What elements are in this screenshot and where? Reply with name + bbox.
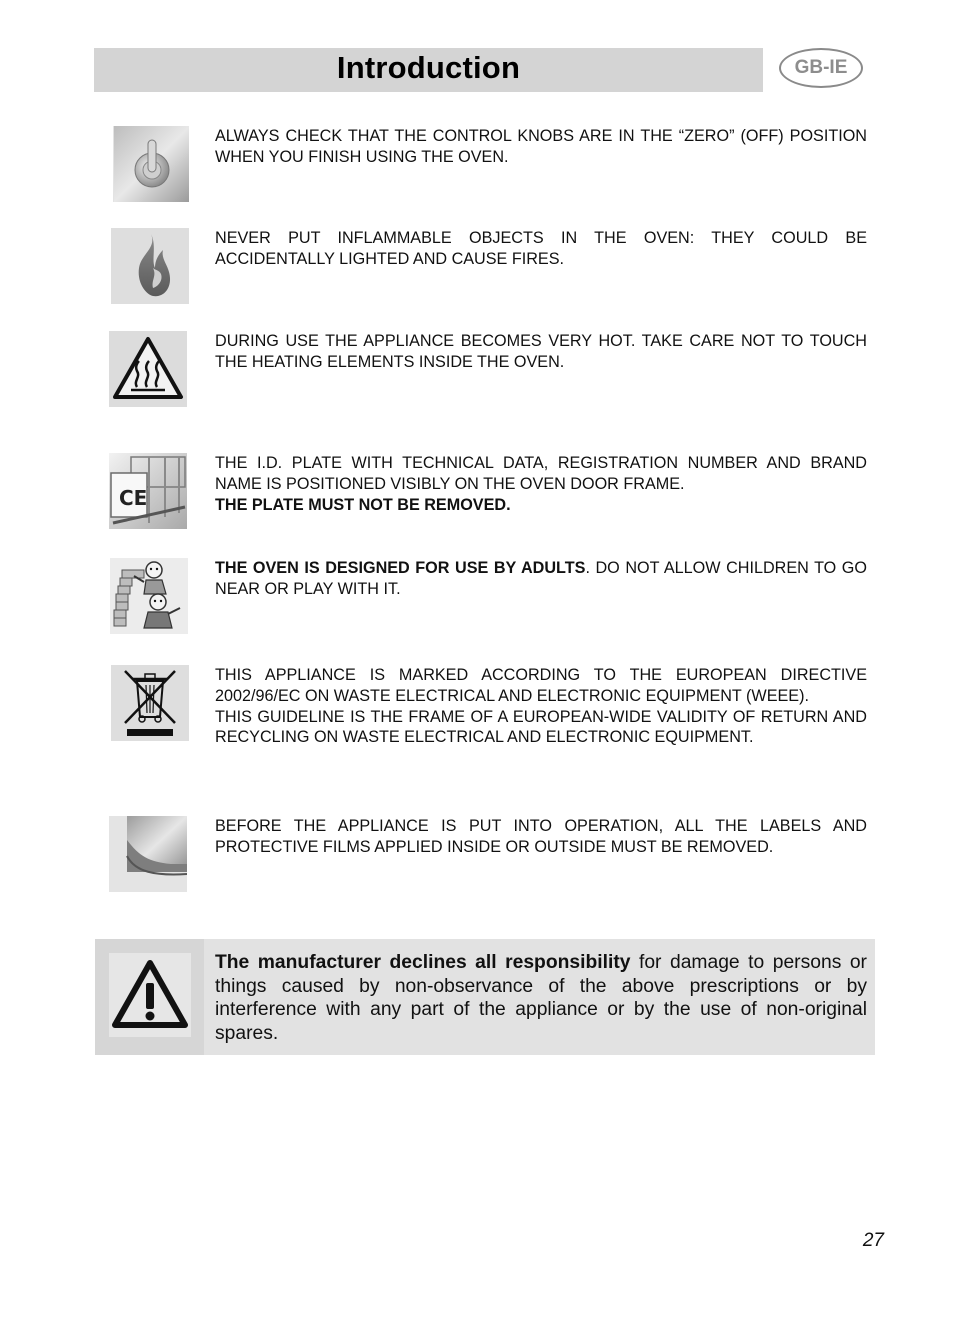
safety-text	[215, 665, 867, 748]
svg-text:CE: CE	[119, 486, 148, 510]
warning-text	[215, 951, 867, 1045]
exclamation-triangle-icon	[109, 953, 191, 1037]
warning-body: for damage to persons or things caused by non-observance of the above prescriptions or by interference with any part of the appliance or by the use of non-original spares.	[215, 952, 867, 1044]
safety-text	[215, 558, 867, 600]
item-text: NEVER PUT INFLAMMABLE OBJECTS IN THE OVEN: THEY COULD BE ACCIDENTALLY LIGHTED AND CAUSE FIRES.	[215, 229, 867, 268]
flame-icon	[111, 228, 189, 304]
item-text: BEFORE THE APPLIANCE IS PUT INTO OPERATION, ALL THE LABELS AND PROTECTIVE FILMS APPLIED INSIDE OR OUTSIDE MUST BE REMOVED.	[215, 817, 867, 856]
item-text: DURING USE THE APPLIANCE BECOMES VERY HOT. TAKE CARE NOT TO TOUCH THE HEATING ELEMENTS INSIDE THE OVEN.	[215, 332, 867, 371]
hot-surface-warning-icon	[109, 331, 187, 407]
safety-text	[215, 816, 867, 858]
item-text: ALWAYS CHECK THAT THE CONTROL KNOBS ARE IN THE “ZERO” (OFF) POSITION WHEN YOU FINISH USING THE OVEN.	[215, 127, 867, 166]
safety-text	[215, 126, 867, 168]
item-bold-text: THE PLATE MUST NOT BE REMOVED.	[215, 495, 511, 514]
page-title: Introduction	[336, 50, 521, 85]
language-badge: GB-IE	[779, 48, 863, 88]
item-text-2: THIS GUIDELINE IS THE FRAME OF A EUROPEAN-WIDE VALIDITY OF RETURN AND RECYCLING ON WASTE ELECTRICAL AND ELECTRONIC EQUIPMENT.	[215, 707, 867, 747]
safety-text	[215, 331, 867, 373]
warning-bold-lead: The manufacturer declines all responsibility	[215, 952, 631, 973]
item-text: . DO NOT ALLOW CHILDREN TO GO NEAR OR PLAY WITH IT.	[215, 559, 867, 598]
warning-icon-cell	[95, 939, 204, 1055]
weee-crossed-bin-icon	[111, 665, 189, 741]
safety-text	[215, 453, 867, 515]
id-plate-ce-icon	[109, 453, 187, 529]
protective-film-icon	[109, 816, 187, 892]
item-text: THIS APPLIANCE IS MARKED ACCORDING TO THE EUROPEAN DIRECTIVE 2002/96/EC ON WASTE ELECTRICAL AND ELECTRONIC EQUIPMENT (WEEE).	[215, 666, 867, 705]
item-text: THE I.D. PLATE WITH TECHNICAL DATA, REGISTRATION NUMBER AND BRAND NAME IS POSITIONED VISIBLY ON THE OVEN DOOR FRAME.	[215, 454, 867, 493]
safety-text	[215, 228, 867, 270]
control-knob-icon	[113, 126, 189, 202]
page-number: 27	[862, 1230, 884, 1251]
item-bold-lead: THE OVEN IS DESIGNED FOR USE BY ADULTS	[215, 559, 586, 577]
responsibility-warning-box	[95, 939, 875, 1055]
children-warning-icon	[110, 558, 188, 634]
